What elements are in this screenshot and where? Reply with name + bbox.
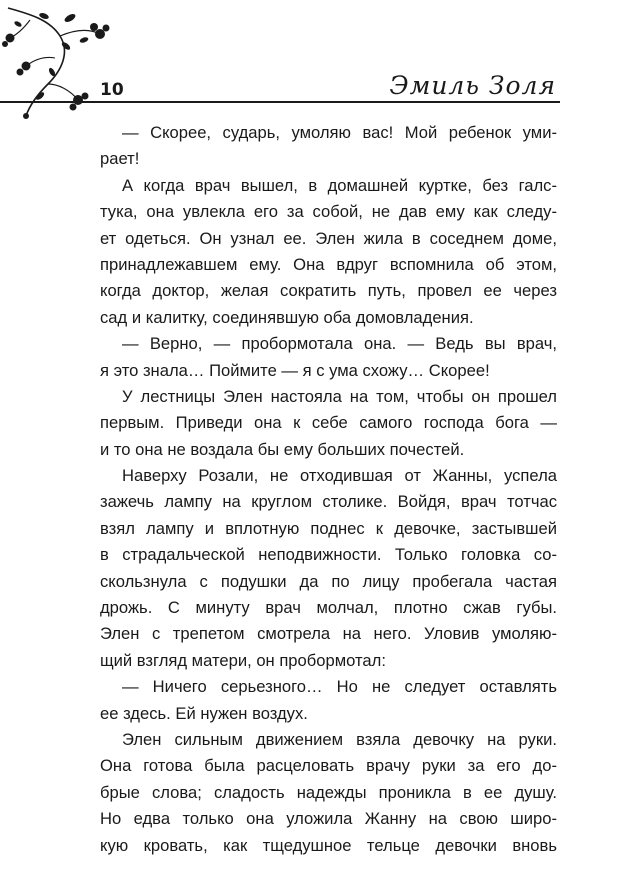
text-line: А когда врач вышел, в домашней куртке, без галс- — [122, 175, 557, 195]
header-rule — [0, 101, 560, 103]
body-text — [100, 120, 557, 859]
text-line: сад и калитку, соединявшую оба домовладения. — [100, 307, 474, 327]
text-line: в страдальческой неподвижности. Только головка со- — [100, 545, 557, 565]
text-line: Наверху Розали, не отходившая от Жанны, успела — [122, 466, 557, 486]
text-line: когда доктор, желая сократить путь, провел ее через — [100, 281, 557, 301]
text-line: принадлежавшем ему. Она вдруг вспомнила об этом, — [100, 254, 557, 274]
text-line: зажечь лампу на круглом столике. Войдя, врач тотчас — [100, 492, 557, 512]
text-line: — Верно, — пробормотала она. — Ведь вы врач, — [122, 334, 557, 354]
text-line: Она готова была расцеловать врачу руки за его до- — [100, 756, 557, 776]
text-line: ее здесь. Ей нужен воздух. — [100, 703, 308, 723]
running-head-author: Эмиль Золя — [389, 71, 556, 100]
text-line: Элен с трепетом смотрела на него. Уловив умоляю- — [100, 624, 557, 644]
text-line: Но едва только она уложила Жанну на свою широ- — [100, 809, 557, 829]
text-line: кую кровать, как тщедушное тельце девочки вновь — [100, 835, 557, 855]
text-line: ет одеться. Он узнал ее. Элен жила в соседнем доме, — [100, 228, 557, 248]
text-line: — Ничего серьезного… Но не следует оставлять — [122, 677, 557, 697]
text-line: брые слова; сладость надежды проникла в ее душу. — [100, 782, 557, 802]
text-line: взял лампу и вплотную поднес к девочке, застывшей — [100, 518, 557, 538]
text-line: рает! — [100, 149, 140, 169]
text-line: я это знала… Поймите — я с ума схожу… Скорее! — [100, 360, 490, 380]
text-line: У лестницы Элен настояла на том, чтобы он прошел — [122, 386, 557, 406]
text-line: скользнула с подушки да по лицу пробегала частая — [100, 571, 557, 591]
text-line: первым. Приведи она к себе самого господа бога — — [100, 413, 557, 433]
text-line: Элен сильным движением взяла девочку на руки. — [122, 729, 557, 749]
text-line: дрожь. С минуту врач молчал, плотно сжав губы. — [100, 598, 557, 618]
text-line: — Скорее, сударь, умоляю вас! Мой ребенок уми- — [122, 123, 557, 142]
text-line: щий взгляд матери, он пробормотал: — [100, 650, 386, 670]
page-number: 10 — [100, 80, 124, 100]
text-line: тука, она увлекла его за собой, не дав ему как следу- — [100, 202, 557, 222]
text-line: и то она не воздала бы ему больших почестей. — [100, 439, 465, 459]
